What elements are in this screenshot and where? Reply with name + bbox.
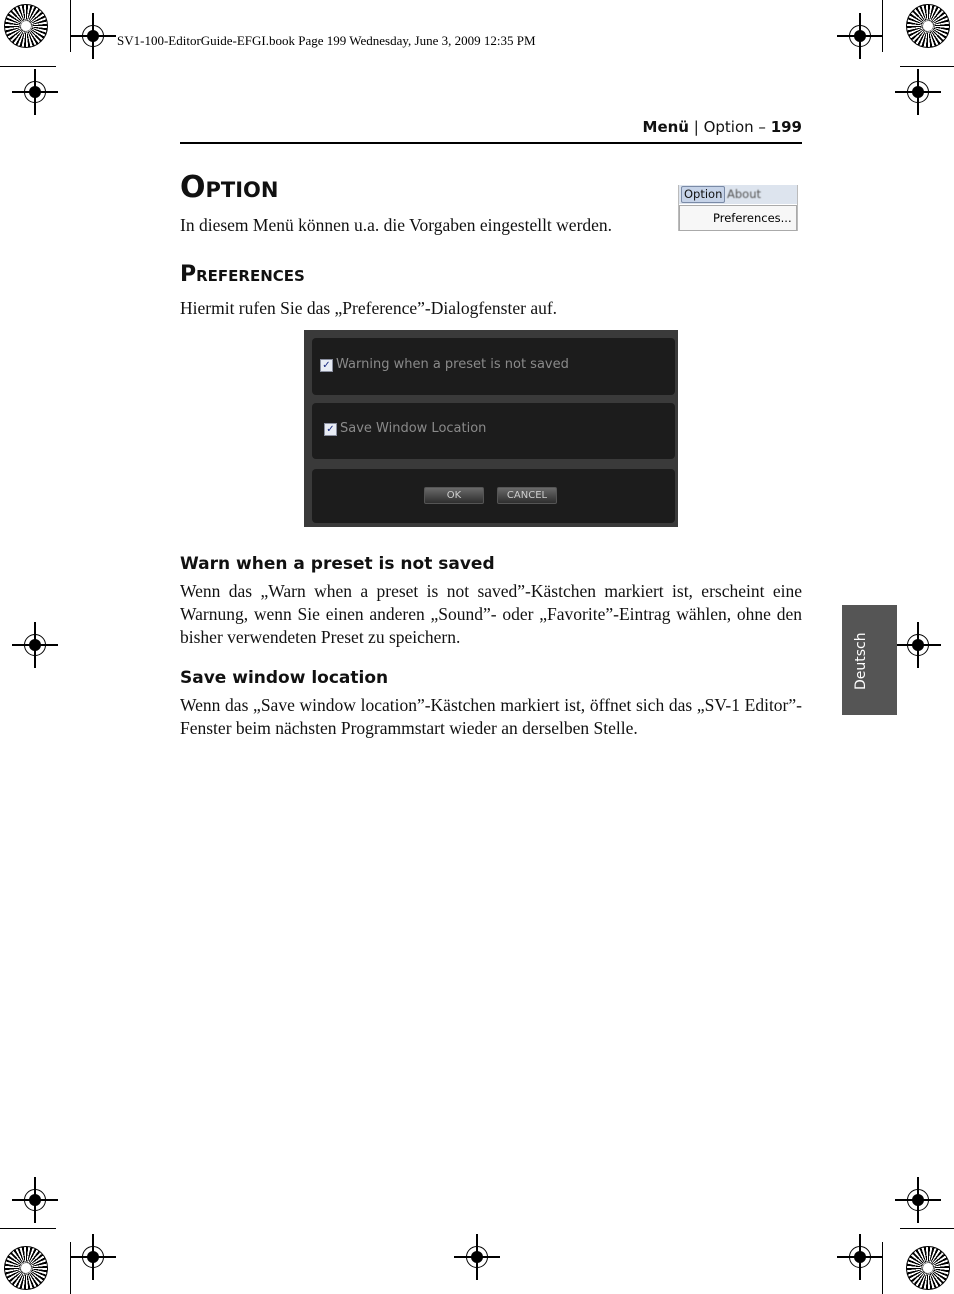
crop-mark (70, 0, 71, 52)
language-tab (842, 605, 897, 715)
print-slug: SV1-100-EditorGuide-EFGI.book Page 199 Wednesday, June 3, 2009 12:35 PM (117, 33, 536, 48)
header-dash: – (753, 118, 771, 136)
crop-mark (900, 66, 954, 67)
color-target-icon (906, 1246, 950, 1290)
page-number: 199 (770, 118, 802, 136)
check-icon: ✓ (322, 360, 331, 371)
header-subsection: Option (703, 118, 754, 136)
registration-mark-icon (82, 1246, 104, 1268)
ok-button[interactable]: OK (424, 487, 484, 504)
registration-mark-icon (849, 25, 871, 47)
save-text: Wenn das „Save window location”-Kästchen markiert ist, öffnet sich das „SV-1 Editor”-Fenster beim nächsten Programmstart wieder an derselben Stelle. (180, 695, 802, 738)
header-separator: | (688, 118, 704, 136)
location-checkbox-label: Save Window Location (340, 421, 487, 436)
registration-mark-icon (24, 81, 46, 103)
warn-text: Wenn das „Warn when a preset is not saved”-Kästchen markiert ist, erscheint eine Warnung, wenn Sie einen anderen „Sound”- oder „Favorite”-Eintrag wählen, ohne den bisher verwendeten Preset zu speichern. (180, 581, 802, 647)
preferences-heading: Preferences (180, 262, 305, 287)
warn-heading: Warn when a preset is not saved (180, 554, 495, 574)
language-tab-label: Deutsch (853, 632, 869, 690)
warning-checkbox[interactable] (320, 359, 333, 372)
menu-about[interactable]: About (727, 187, 762, 201)
running-header (180, 118, 802, 136)
location-panel (312, 403, 675, 459)
warning-panel (312, 338, 675, 395)
cancel-button[interactable]: CANCEL (497, 487, 557, 504)
menu-bar (679, 185, 797, 204)
save-heading: Save window location (180, 668, 389, 688)
registration-mark-icon (466, 1246, 488, 1268)
crop-mark (882, 1242, 883, 1294)
check-icon: ✓ (326, 424, 335, 435)
color-target-icon (4, 4, 48, 48)
registration-mark-icon (907, 634, 929, 656)
registration-mark-icon (24, 1189, 46, 1211)
header-section: Menü (642, 118, 689, 136)
registration-mark-icon (849, 1246, 871, 1268)
registration-mark-icon (907, 81, 929, 103)
registration-mark-icon (907, 1189, 929, 1211)
warning-checkbox-label: Warning when a preset is not saved (336, 357, 569, 372)
header-rule (180, 142, 802, 144)
registration-mark-icon (24, 634, 46, 656)
crop-mark (900, 1228, 954, 1229)
page-title: Option (180, 170, 279, 205)
color-target-icon (4, 1246, 48, 1290)
color-target-icon (906, 4, 950, 48)
crop-mark (70, 1242, 71, 1294)
option-menu-screenshot (678, 185, 798, 231)
preferences-text: Hiermit rufen Sie das „Preference”-Dialogfenster auf. (180, 298, 558, 318)
menu-item-preferences[interactable] (679, 205, 797, 231)
registration-mark-icon (82, 25, 104, 47)
preferences-dialog (304, 330, 678, 527)
buttons-panel (312, 469, 675, 523)
location-checkbox[interactable] (324, 423, 337, 436)
menu-option[interactable]: Option (681, 186, 725, 203)
crop-mark (0, 66, 56, 67)
crop-mark (882, 0, 883, 52)
intro-text: In diesem Menü können u.a. die Vorgaben eingestellt werden. (180, 215, 613, 235)
menu-item-label: Preferences... (713, 211, 792, 225)
crop-mark (0, 1228, 56, 1229)
